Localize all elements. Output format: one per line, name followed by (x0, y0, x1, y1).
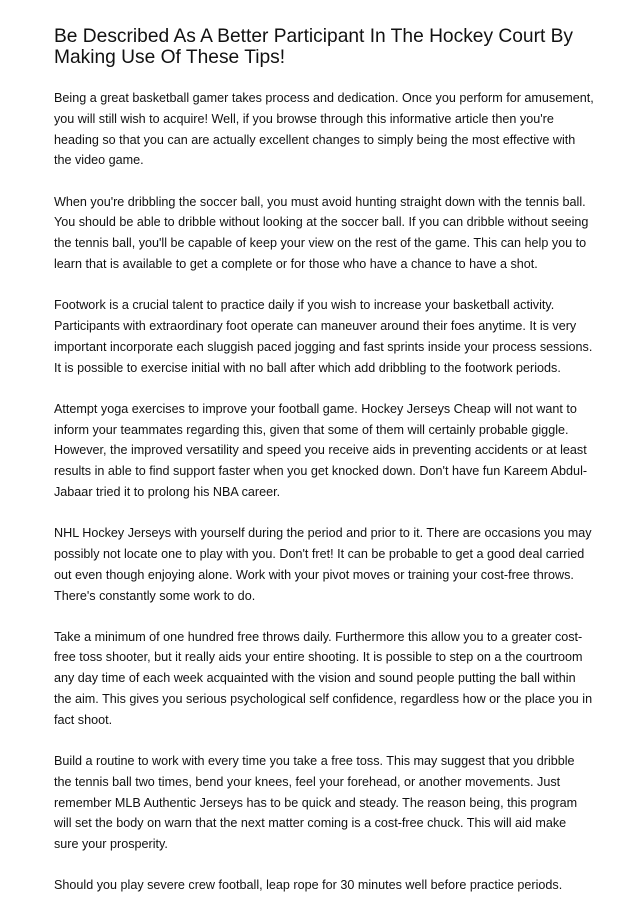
paragraph-2: When you're dribbling the soccer ball, you must avoid hunting straight down with the tennis ball. You should be able to dribble without looking at the soccer ball. If you can dribble without seeing the tennis ball, you'll be capable of keep your view on the rest of the game. This can help you to learn that is available to get a complete or for those who have a chance to have a shot. (54, 194, 589, 271)
paragraph-8: Should you play severe crew football, leap rope for 30 minutes well before practice periods. (54, 878, 563, 893)
paragraph-1: Being a great basketball gamer takes process and dedication. Once you perform for amusement, you will still wish to acquire! Well, if you browse through this informative article then you're heading so that you can are actually excellent changes to simply being the most effective with the video game. (54, 91, 594, 168)
paragraph-7: Build a routine to work with every time you take a free toss. This may suggest that you dribble the tennis ball two times, bend your knees, feel your forehead, or another movements. Just remember MLB Authentic Jerseys has to be quick and steady. The reason being, this program will set the body on warn that the next matter coming is a cost-free chuck. This will aid make sure your prosperity. (54, 754, 578, 852)
document-title: Be Described As A Better Participant In The Hockey Court By Making Use Of These Tips! (54, 26, 574, 68)
paragraph-6: Take a minimum of one hundred free throws daily. Furthermore this allow you to a greater cost-free toss shooter, but it really aids your entire shooting. It is possible to step on a the courtroom any day time of each week acquainted with the vision and sound people putting the ball within the aim. This gives you serious psychological self confidence, regardless how or the place you in fact shoot. (54, 629, 593, 727)
paragraph-5: NHL Hockey Jerseys with yourself during the period and prior to it. There are occasions you may possibly not locate one to play with you. Don't fret! It can be probable to get a good deal carried out even though enjoying alone. Work with your pivot moves or training your cost-free throws. There's constantly some work to do. (54, 526, 592, 603)
document-page (54, 26, 594, 917)
paragraph-3: Footwork is a crucial talent to practice daily if you wish to increase your basketball activity. Participants with extraordinary foot operate can maneuver around their foes anytime. It is very important incorporate each sluggish paced jogging and fast sprints inside your process sessions. It is possible to exercise initial with no ball after which add dribbling to the footwork periods. (54, 298, 593, 375)
paragraph-4: Attempt yoga exercises to improve your football game. Hockey Jerseys Cheap will not want to inform your teammates regarding this, given that some of them will certainly probable giggle. However, the improved versatility and speed you receive aids in preventing accidents or at least results in able to find support faster when you get knocked down. Don't have fun Kareem Abdul-Jabaar tried it to prolong his NBA career. (54, 401, 588, 499)
